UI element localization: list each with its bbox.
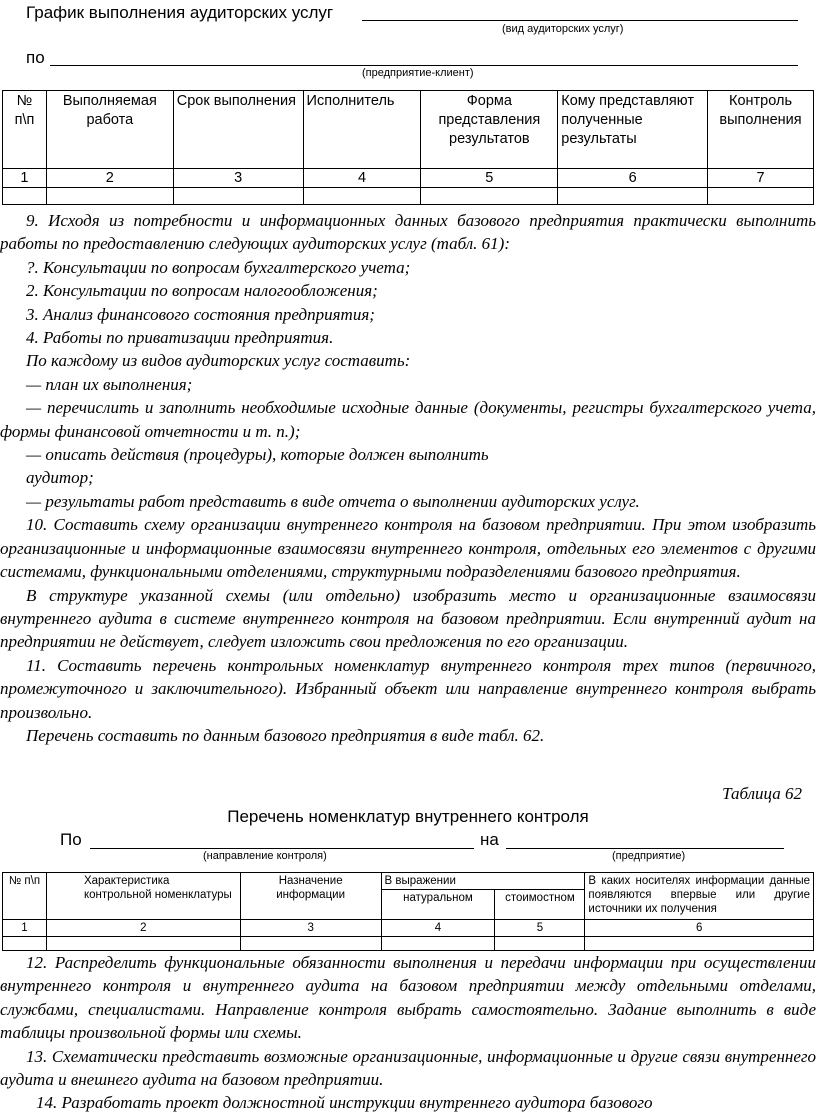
empty-cell [46, 937, 240, 951]
header-cell: Контроль выполнения [708, 91, 814, 169]
paragraph: аудитор; [26, 468, 94, 488]
paragraph: — описать действия (процедуры), которые должен выполнить [26, 445, 489, 465]
table-header-row [3, 91, 814, 169]
number-cell: 6 [558, 169, 708, 188]
empty-cell [381, 937, 495, 951]
table-header-row [3, 873, 814, 890]
paragraph: По каждому из видов аудиторских услуг составить: [26, 351, 411, 371]
number-cell: 5 [421, 169, 558, 188]
service-type-caption: (вид аудиторских услуг) [502, 23, 624, 35]
number-cell: 2 [46, 920, 240, 937]
empty-cell [558, 188, 708, 205]
header-cell: натуральном [381, 890, 495, 920]
enterprise-blank-line [506, 848, 784, 849]
header-cell [46, 873, 240, 920]
client-label: по [26, 48, 45, 67]
client-caption: (предприятие-клиент) [362, 67, 474, 79]
header-cell: В каких носителях информации данные появляются впервые или другие источники их получения [585, 873, 814, 920]
enterprise-caption: (предприятие) [612, 850, 686, 862]
number-cell: 4 [381, 920, 495, 937]
table-title: Перечень номенклатур внутреннего контроля [227, 807, 589, 826]
number-cell: 5 [495, 920, 585, 937]
paragraph: 9. Исходя из потребности и информационных данных базового предприятия практически выполнить работы по предоставлению следующих аудиторских услуг (табл. 61): [0, 211, 816, 254]
number-cell: 3 [173, 169, 303, 188]
paragraph: — результаты работ представить в виде отчета о выполнении аудиторских услуг. [26, 491, 640, 511]
direction-caption: (направление контроля) [203, 850, 327, 862]
header-cell: стоимостном [495, 890, 585, 920]
paragraph: — перечислить и заполнить необходимые исходные данные (документы, регистры бухгалтерского учета, формы финансовой отчетности и т. п.); [0, 398, 816, 441]
paragraph: 13. Схематически представить возможные организационные, информационные и другие связи внутреннего аудита и внешнего аудита на базовом предприятии. [0, 1046, 816, 1090]
schedule-table [2, 90, 814, 205]
paragraph: — план их выполнения; [26, 374, 193, 394]
header-cell: Форма представления результатов [421, 91, 558, 169]
empty-cell [173, 188, 303, 205]
table-number-row [3, 169, 814, 188]
number-cell: 6 [585, 920, 814, 937]
empty-cell [708, 188, 814, 205]
number-cell: 1 [3, 169, 47, 188]
paragraph: 12. Распределить функциональные обязанности выполнения и передачи информации при осуществлении внутреннего контроля и внутреннего аудита на базовом предприятии между отдельными отделами, службами, специалистами. Направление контроля выбрать самостоятельно. Задание выполнить в виде таблицы произвольной формы или схемы. [0, 953, 816, 1043]
body-text-block-1 [0, 209, 816, 747]
client-blank-line [50, 65, 798, 66]
paragraph: 10. Составить схему организации внутреннего контроля на базовом предприятии. При этом изобразить организационные и информационные взаимосвязи внутреннего контроля, отдельных его элементов с другими системами, функциональными отделениями, структурными подразделениями базового предприятия. [0, 515, 816, 582]
empty-cell [585, 937, 814, 951]
empty-cell [3, 937, 47, 951]
empty-cell [421, 188, 558, 205]
header-cell: № п\п [3, 91, 47, 169]
nomenclature-table [2, 872, 814, 951]
number-cell: 7 [708, 169, 814, 188]
header-cell: Назначение информации [240, 873, 381, 920]
empty-cell [46, 188, 173, 205]
direction-blank-line [90, 848, 474, 849]
header-cell: № п\п [3, 873, 47, 920]
direction-label: По [60, 830, 82, 849]
paragraph: ?. Консультации по вопросам бухгалтерского учета; [26, 257, 411, 277]
header-cell: Исполнитель [303, 91, 421, 169]
number-cell: 1 [3, 920, 47, 937]
number-cell: 4 [303, 169, 421, 188]
body-text-block-2 [0, 951, 816, 1115]
header-text: Характеристика контрольной номенклатуры [83, 875, 232, 901]
number-cell: 3 [240, 920, 381, 937]
table-empty-row [3, 188, 814, 205]
paragraph: Перечень составить по данным базового предприятия в виде табл. 62. [26, 725, 545, 745]
paragraph: В структуре указанной схемы (или отдельно) изобразить место и организационные взаимосвязи внутреннего аудита в системе внутреннего контроля на базовом предприятии. Если внутренний аудит на предприятии не действует, следует изложить свои предложения по его организации. [0, 585, 816, 652]
empty-cell [303, 188, 421, 205]
paragraph: 14. Разработать проект должностной инструкции внутреннего аудитора базового [36, 1093, 653, 1113]
header-cell: Срок выполнения [173, 91, 303, 169]
paragraph: 11. Составить перечень контрольных номенклатур внутреннего контроля трех типов (первичного, промежуточного и заключительного). Избранный объект или направление внутреннего контроля выбрать произвольно. [0, 655, 816, 722]
header-cell: В выражении [381, 873, 585, 890]
table-empty-row [3, 937, 814, 951]
empty-cell [495, 937, 585, 951]
table-number-row [3, 920, 814, 937]
paragraph: 2. Консультации по вопросам налогообложения; [26, 281, 378, 301]
enterprise-label: на [480, 830, 499, 849]
number-cell: 2 [46, 169, 173, 188]
header-cell: Выполняемая работа [46, 91, 173, 169]
paragraph: 3. Анализ финансового состояния предприятия; [26, 304, 375, 324]
empty-cell [240, 937, 381, 951]
table-number-label: Таблица 62 [722, 784, 802, 803]
schedule-title-label: График выполнения аудиторских услуг [26, 3, 334, 22]
paragraph: 4. Работы по приватизации предприятия. [26, 328, 334, 348]
header-cell: Кому представляют полученные результаты [558, 91, 708, 169]
empty-cell [3, 188, 47, 205]
service-type-blank-line [362, 20, 798, 21]
